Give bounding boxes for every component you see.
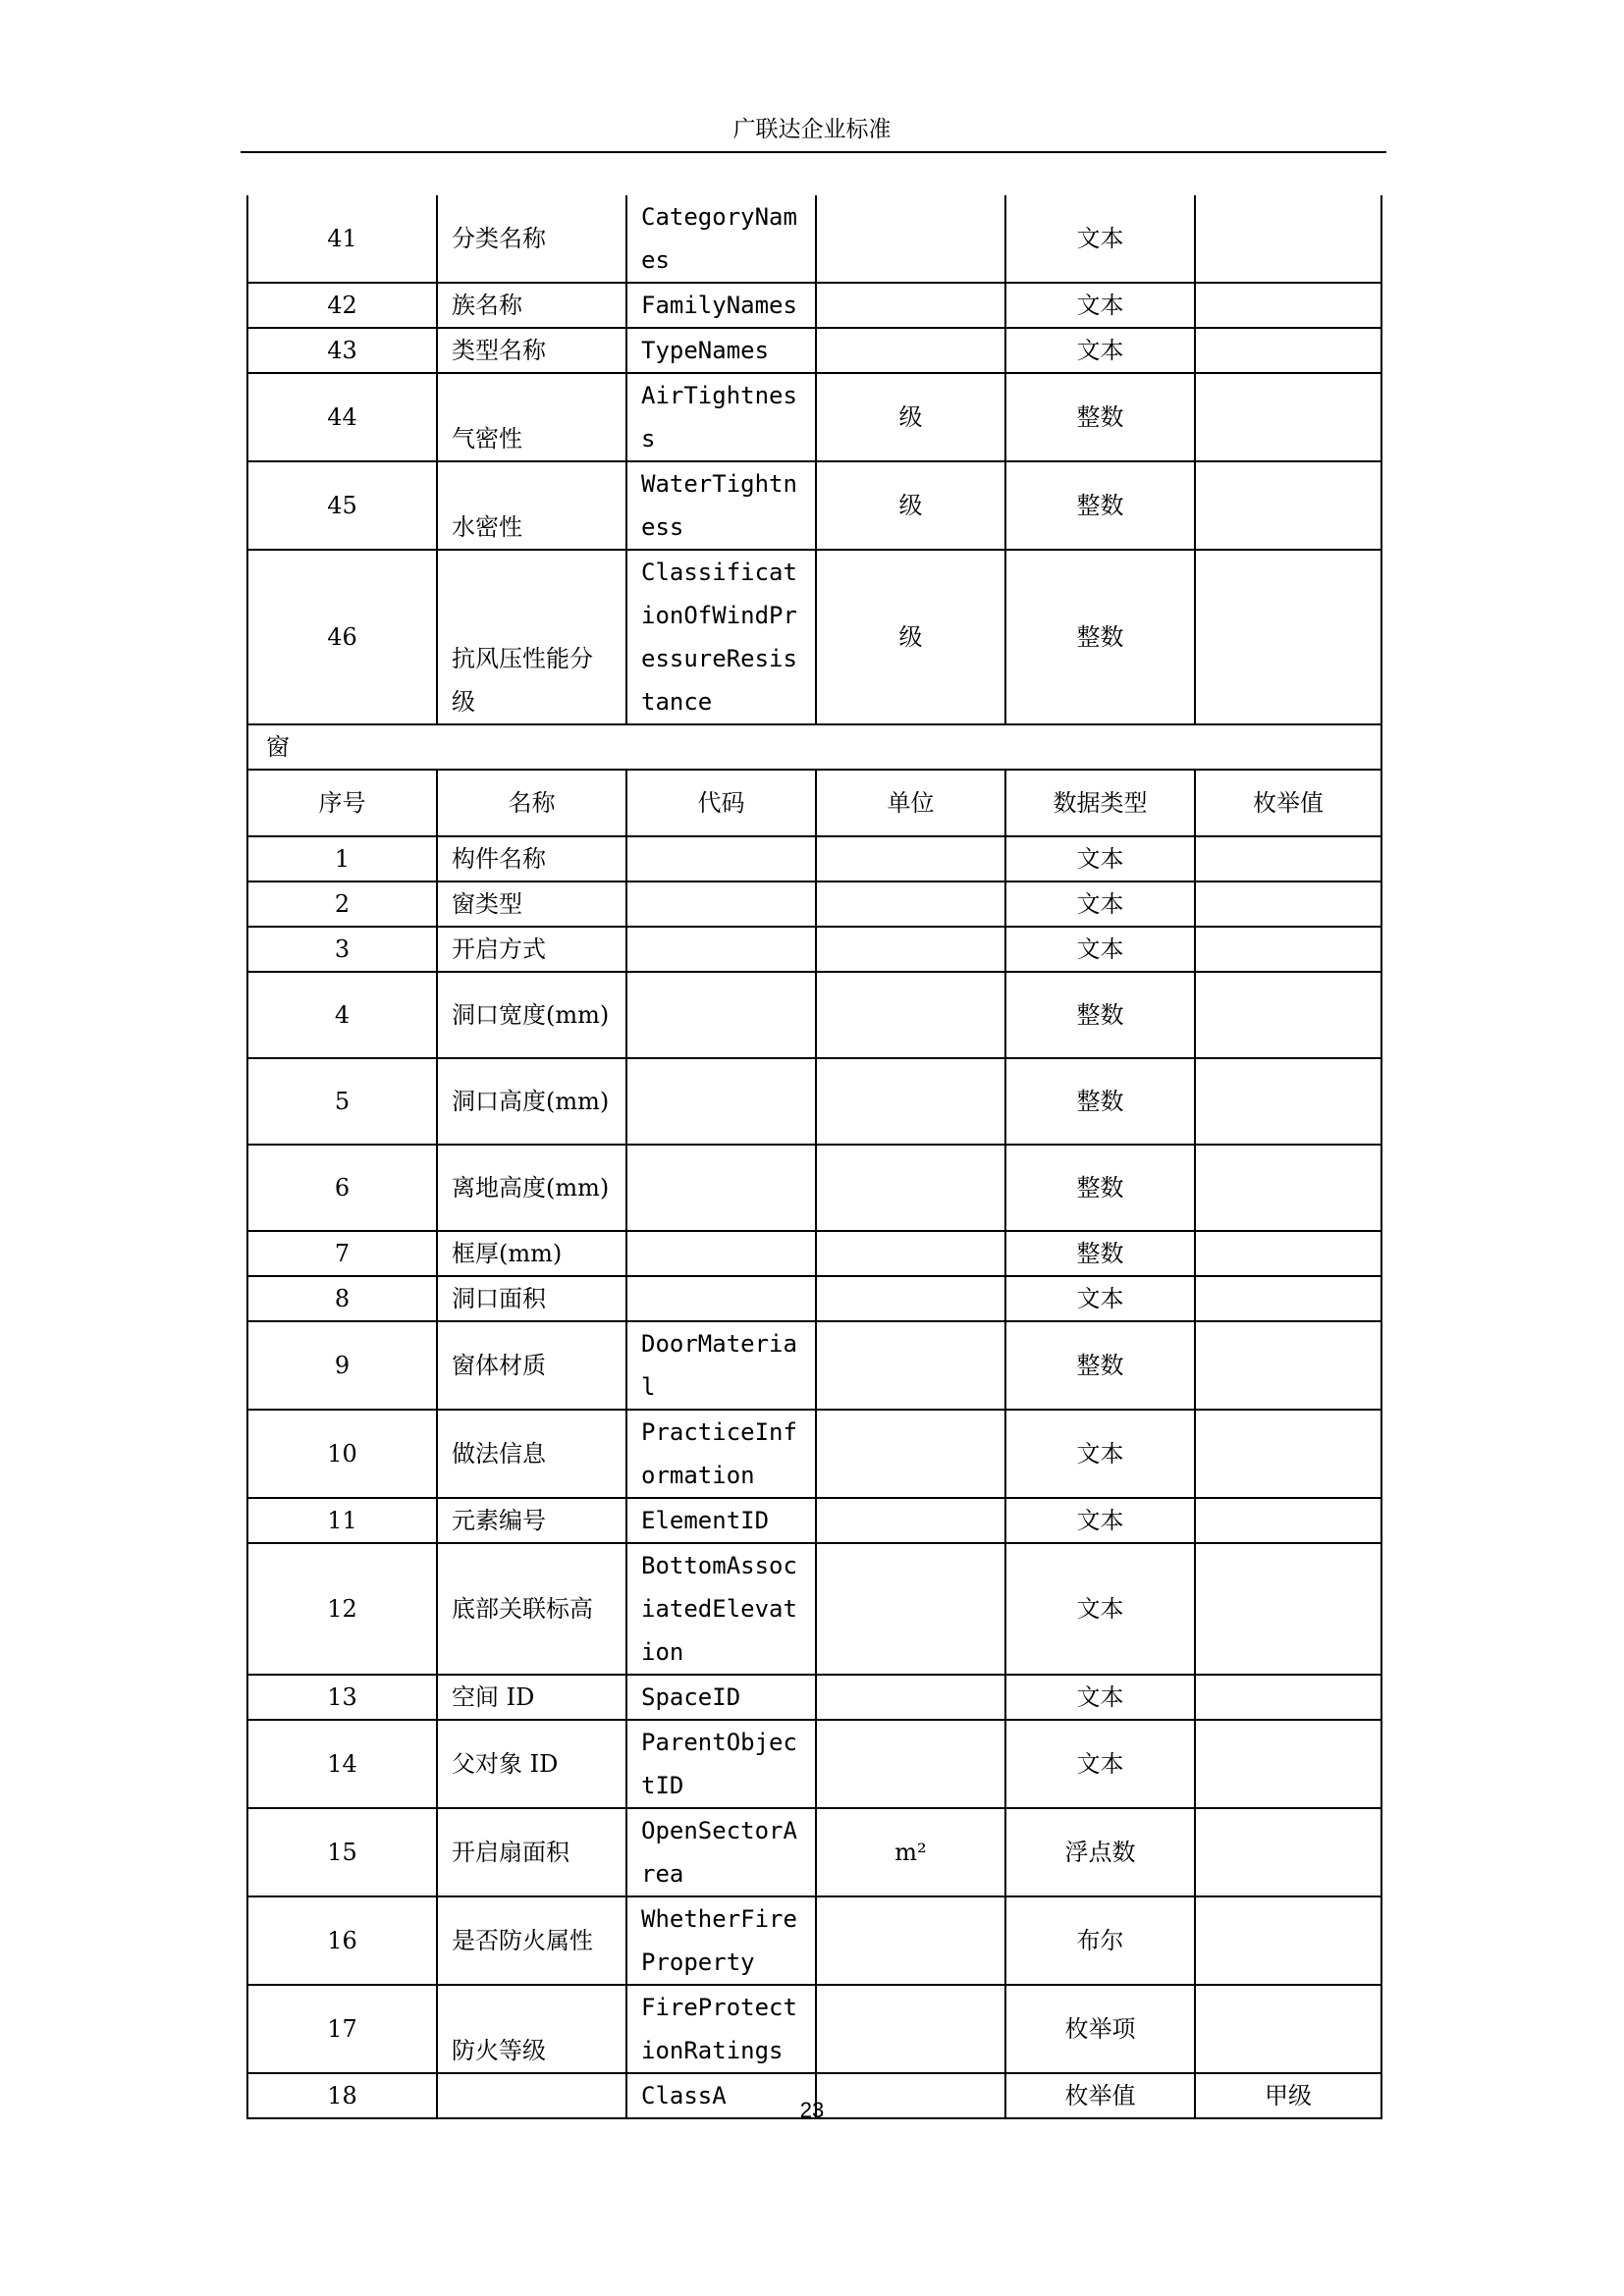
cell-code: BottomAssociatedElevation xyxy=(626,1543,816,1675)
table-row xyxy=(247,1675,1381,1720)
cell-code xyxy=(626,1058,816,1145)
cell-enum xyxy=(1195,195,1381,283)
cell-type: 枚举值 xyxy=(1005,2073,1195,2118)
cell-code xyxy=(626,927,816,972)
cell-no: 41 xyxy=(247,195,437,283)
header-rule xyxy=(241,151,1386,153)
table-row xyxy=(247,1543,1381,1675)
cell-code xyxy=(626,1145,816,1231)
cell-enum xyxy=(1195,927,1381,972)
cell-unit xyxy=(816,1145,1005,1231)
cell-unit xyxy=(816,195,1005,283)
cell-name: 开启方式 xyxy=(437,927,626,972)
table-row xyxy=(247,1896,1381,1985)
cell-type: 文本 xyxy=(1005,1720,1195,1808)
cell-name: 气密性 xyxy=(437,373,626,461)
column-header-enum: 枚举值 xyxy=(1195,770,1381,836)
table-row xyxy=(247,1058,1381,1145)
cell-enum xyxy=(1195,1985,1381,2073)
cell-type: 整数 xyxy=(1005,461,1195,550)
cell-no: 17 xyxy=(247,1985,437,2073)
cell-unit xyxy=(816,1720,1005,1808)
table-row xyxy=(247,972,1381,1058)
cell-enum xyxy=(1195,1321,1381,1410)
cell-enum xyxy=(1195,283,1381,328)
cell-enum xyxy=(1195,1896,1381,1985)
cell-code: OpenSectorArea xyxy=(626,1808,816,1896)
cell-code xyxy=(626,836,816,881)
section-label: 窗 xyxy=(247,724,1381,770)
cell-no: 10 xyxy=(247,1410,437,1498)
page-number: 23 xyxy=(799,2098,825,2122)
cell-unit xyxy=(816,1231,1005,1276)
cell-no: 43 xyxy=(247,328,437,373)
cell-code: CategoryNames xyxy=(626,195,816,283)
cell-no: 11 xyxy=(247,1498,437,1543)
cell-type: 整数 xyxy=(1005,550,1195,724)
column-header-row xyxy=(247,770,1381,836)
cell-type: 文本 xyxy=(1005,881,1195,927)
cell-enum xyxy=(1195,1808,1381,1896)
cell-no: 46 xyxy=(247,550,437,724)
cell-type: 浮点数 xyxy=(1005,1808,1195,1896)
cell-enum xyxy=(1195,1058,1381,1145)
cell-name: 窗体材质 xyxy=(437,1321,626,1410)
cell-name: 窗类型 xyxy=(437,881,626,927)
cell-code: WhetherFireProperty xyxy=(626,1896,816,1985)
table-row xyxy=(247,1145,1381,1231)
cell-name: 元素编号 xyxy=(437,1498,626,1543)
cell-no: 14 xyxy=(247,1720,437,1808)
cell-enum xyxy=(1195,461,1381,550)
cell-enum xyxy=(1195,550,1381,724)
cell-code: SpaceID xyxy=(626,1675,816,1720)
table-row xyxy=(247,1985,1381,2073)
cell-type: 整数 xyxy=(1005,1058,1195,1145)
section-row-window xyxy=(247,724,1381,770)
cell-enum xyxy=(1195,1410,1381,1498)
table-row xyxy=(247,195,1381,283)
cell-no: 42 xyxy=(247,283,437,328)
cell-unit xyxy=(816,1985,1005,2073)
cell-no: 12 xyxy=(247,1543,437,1675)
cell-unit xyxy=(816,1321,1005,1410)
table-row xyxy=(247,836,1381,881)
cell-enum xyxy=(1195,373,1381,461)
table-row xyxy=(247,1498,1381,1543)
cell-enum xyxy=(1195,881,1381,927)
table-row xyxy=(247,927,1381,972)
cell-code xyxy=(626,1231,816,1276)
cell-name: 类型名称 xyxy=(437,328,626,373)
cell-no: 45 xyxy=(247,461,437,550)
cell-type: 文本 xyxy=(1005,283,1195,328)
cell-name: 空间 ID xyxy=(437,1675,626,1720)
cell-unit xyxy=(816,1058,1005,1145)
column-header-no: 序号 xyxy=(247,770,437,836)
cell-name: 父对象 ID xyxy=(437,1720,626,1808)
table-body-door-continued xyxy=(247,195,1381,724)
cell-enum xyxy=(1195,1498,1381,1543)
cell-name: 洞口面积 xyxy=(437,1276,626,1321)
table-section-window xyxy=(247,724,1381,836)
cell-unit xyxy=(816,1543,1005,1675)
table-row xyxy=(247,328,1381,373)
column-header-unit: 单位 xyxy=(816,770,1005,836)
cell-code: TypeNames xyxy=(626,328,816,373)
cell-name: 底部关联标高 xyxy=(437,1543,626,1675)
cell-type: 文本 xyxy=(1005,1675,1195,1720)
column-header-code: 代码 xyxy=(626,770,816,836)
cell-code xyxy=(626,881,816,927)
cell-no: 44 xyxy=(247,373,437,461)
cell-unit xyxy=(816,1498,1005,1543)
cell-unit xyxy=(816,283,1005,328)
cell-unit: 级 xyxy=(816,461,1005,550)
cell-type: 文本 xyxy=(1005,1410,1195,1498)
cell-no: 9 xyxy=(247,1321,437,1410)
table-row xyxy=(247,1276,1381,1321)
cell-type: 文本 xyxy=(1005,836,1195,881)
cell-unit: 级 xyxy=(816,550,1005,724)
attribute-table xyxy=(246,195,1382,2119)
cell-name: 做法信息 xyxy=(437,1410,626,1498)
cell-code xyxy=(626,972,816,1058)
table-row xyxy=(247,550,1381,724)
cell-enum xyxy=(1195,1276,1381,1321)
cell-name: 分类名称 xyxy=(437,195,626,283)
cell-no: 5 xyxy=(247,1058,437,1145)
cell-enum xyxy=(1195,1145,1381,1231)
cell-no: 3 xyxy=(247,927,437,972)
cell-code: AirTightness xyxy=(626,373,816,461)
cell-code: FamilyNames xyxy=(626,283,816,328)
column-header-name: 名称 xyxy=(437,770,626,836)
column-header-type: 数据类型 xyxy=(1005,770,1195,836)
cell-name: 是否防火属性 xyxy=(437,1896,626,1985)
cell-no: 4 xyxy=(247,972,437,1058)
cell-name: 洞口高度(mm) xyxy=(437,1058,626,1145)
cell-code: DoorMaterial xyxy=(626,1321,816,1410)
cell-no: 15 xyxy=(247,1808,437,1896)
cell-unit xyxy=(816,328,1005,373)
cell-type: 文本 xyxy=(1005,1543,1195,1675)
cell-no: 16 xyxy=(247,1896,437,1985)
table-row xyxy=(247,1321,1381,1410)
cell-type: 文本 xyxy=(1005,927,1195,972)
cell-name: 构件名称 xyxy=(437,836,626,881)
cell-code: WaterTightness xyxy=(626,461,816,550)
cell-unit xyxy=(816,1675,1005,1720)
cell-name: 族名称 xyxy=(437,283,626,328)
cell-name: 水密性 xyxy=(437,461,626,550)
table-row xyxy=(247,1720,1381,1808)
cell-enum xyxy=(1195,1543,1381,1675)
cell-name: 开启扇面积 xyxy=(437,1808,626,1896)
table-row xyxy=(247,1231,1381,1276)
cell-type: 枚举项 xyxy=(1005,1985,1195,2073)
cell-enum xyxy=(1195,328,1381,373)
cell-unit xyxy=(816,1410,1005,1498)
cell-no: 2 xyxy=(247,881,437,927)
cell-code: FireProtectionRatings xyxy=(626,1985,816,2073)
cell-type: 文本 xyxy=(1005,195,1195,283)
cell-unit xyxy=(816,881,1005,927)
cell-type: 布尔 xyxy=(1005,1896,1195,1985)
cell-unit xyxy=(816,1276,1005,1321)
cell-type: 整数 xyxy=(1005,972,1195,1058)
table-body-window xyxy=(247,836,1381,2118)
cell-code: ParentObjectID xyxy=(626,1720,816,1808)
cell-unit: 级 xyxy=(816,373,1005,461)
cell-name: 防火等级 xyxy=(437,1985,626,2073)
cell-no: 18 xyxy=(247,2073,437,2118)
cell-name: 框厚(mm) xyxy=(437,1231,626,1276)
cell-unit xyxy=(816,836,1005,881)
table-row xyxy=(247,373,1381,461)
cell-no: 1 xyxy=(247,836,437,881)
cell-name: 抗风压性能分级 xyxy=(437,550,626,724)
cell-code: ClassificationOfWindPressureResistance xyxy=(626,550,816,724)
cell-enum xyxy=(1195,1720,1381,1808)
cell-no: 7 xyxy=(247,1231,437,1276)
cell-no: 13 xyxy=(247,1675,437,1720)
cell-type: 文本 xyxy=(1005,1276,1195,1321)
cell-unit xyxy=(816,972,1005,1058)
cell-code: ElementID xyxy=(626,1498,816,1543)
cell-enum xyxy=(1195,1675,1381,1720)
cell-code: PracticeInformation xyxy=(626,1410,816,1498)
cell-unit: m² xyxy=(816,1808,1005,1896)
cell-unit xyxy=(816,927,1005,972)
cell-enum xyxy=(1195,972,1381,1058)
cell-no: 8 xyxy=(247,1276,437,1321)
cell-enum xyxy=(1195,1231,1381,1276)
cell-name: 离地高度(mm) xyxy=(437,1145,626,1231)
cell-type: 整数 xyxy=(1005,1145,1195,1231)
cell-type: 整数 xyxy=(1005,1321,1195,1410)
table-row xyxy=(247,461,1381,550)
table-row xyxy=(247,881,1381,927)
table-row xyxy=(247,1410,1381,1498)
cell-no: 6 xyxy=(247,1145,437,1231)
table-row xyxy=(247,1808,1381,1896)
cell-type: 整数 xyxy=(1005,1231,1195,1276)
cell-type: 文本 xyxy=(1005,328,1195,373)
cell-type: 整数 xyxy=(1005,373,1195,461)
cell-type: 文本 xyxy=(1005,1498,1195,1543)
table-row xyxy=(247,283,1381,328)
document-header-title: 广联达企业标准 xyxy=(732,117,892,142)
cell-code xyxy=(626,1276,816,1321)
cell-code: ClassA xyxy=(626,2073,816,2118)
cell-unit xyxy=(816,1896,1005,1985)
cell-name: 洞口宽度(mm) xyxy=(437,972,626,1058)
cell-enum xyxy=(1195,836,1381,881)
cell-enum: 甲级 xyxy=(1195,2073,1381,2118)
